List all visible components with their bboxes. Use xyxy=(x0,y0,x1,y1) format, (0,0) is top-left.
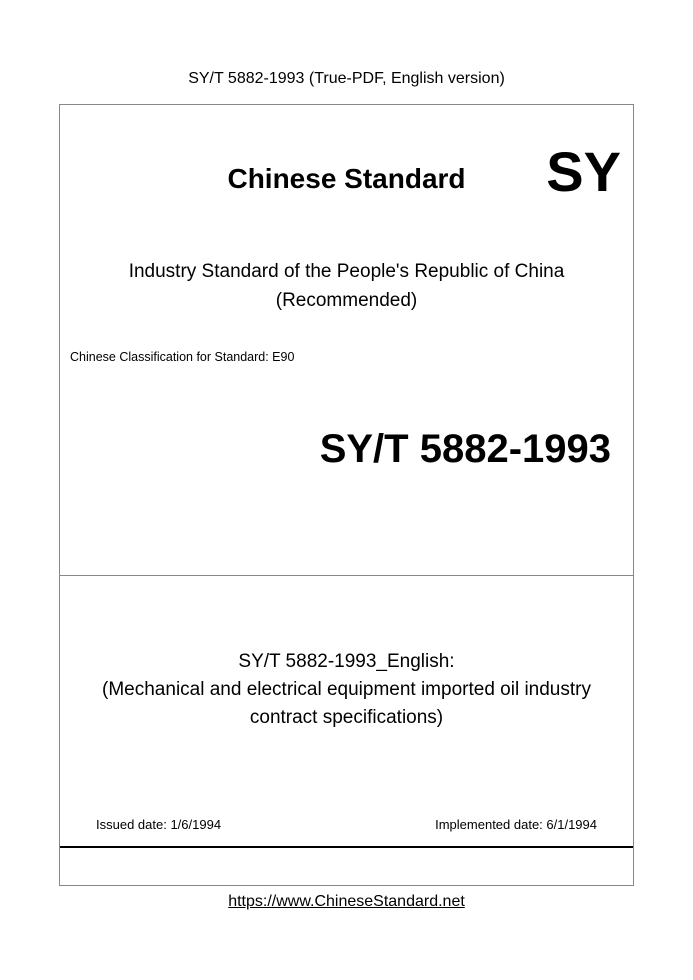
issued-date: Issued date: 1/6/1994 xyxy=(96,817,222,832)
footer xyxy=(0,893,693,911)
english-line-3: contract specifications) xyxy=(249,707,444,728)
cover-top-section xyxy=(60,105,633,576)
sy-logo: SY xyxy=(546,140,621,203)
industry-line-1: Industry Standard of the People's Republic of China xyxy=(128,261,565,282)
cover-frame xyxy=(59,104,634,886)
classification-text: Chinese Classification for Standard: E90 xyxy=(70,350,295,364)
website-link[interactable]: https://www.ChineseStandard.net xyxy=(228,893,465,910)
page-header: SY/T 5882-1993 (True-PDF, English version) xyxy=(188,70,505,87)
cover-title: Chinese Standard xyxy=(227,163,466,194)
english-title xyxy=(60,648,633,732)
english-line-1: SY/T 5882-1993_English: xyxy=(238,651,455,672)
standard-code: SY/T 5882-1993 xyxy=(319,427,611,471)
industry-standard-text xyxy=(60,257,633,315)
cover-bottom-box xyxy=(60,847,633,886)
implemented-date: Implemented date: 6/1/1994 xyxy=(435,817,597,832)
industry-line-2: (Recommended) xyxy=(275,290,418,311)
english-line-2: (Mechanical and electrical equipment imported oil industry xyxy=(102,679,591,700)
cover-middle-section xyxy=(60,576,633,847)
